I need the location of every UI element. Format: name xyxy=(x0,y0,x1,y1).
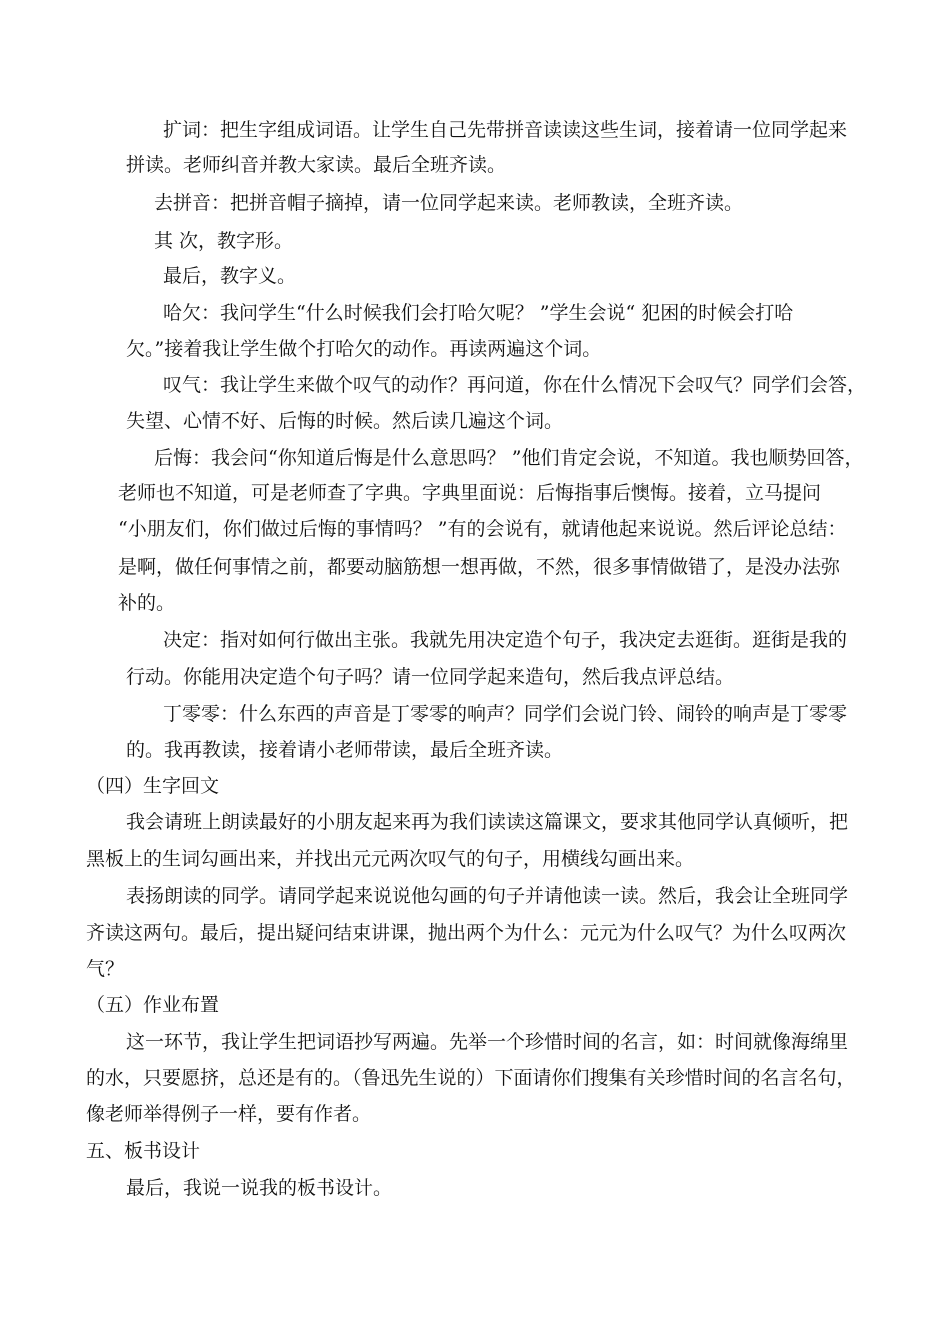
paragraph-3-line-0: 最后，教字义。 xyxy=(163,265,297,287)
paragraph-4-line-0: 哈欠：我问学生“什么时候我们会打哈欠呢？ ”学生会说“ 犯困的时候会打哈 xyxy=(163,302,794,324)
section-heading-4: （四）生字回文 xyxy=(86,775,220,797)
paragraph-0-line-1: 拼读。老师纠音并教大家读。最后全班齐读。 xyxy=(126,154,507,176)
paragraph-13-line-1: 的水，只要愿挤，总还是有的。（鲁迅先生说的）下面请你们搜集有关珍惜时间的名言名句， xyxy=(86,1067,856,1089)
paragraph-11-line-1: 齐读这两句。最后，提出疑问结束讲课，抛出两个为什么：元元为什么叹气？为什么叹两次 xyxy=(86,922,847,944)
paragraph-8-line-0: 丁零零：什么东西的声音是丁零零的响声？同学们会说门铃、闹铃的响声是丁零零 xyxy=(163,703,848,725)
paragraph-10-line-1: 黑板上的生词勾画出来，并找出元元两次叹气的句子，用横线勾画出来。 xyxy=(86,848,695,870)
paragraph-6-line-3: 是啊，做任何事情之前，都要动脑筋想一想再做，不然，很多事情做错了，是没办法弥 xyxy=(118,556,841,578)
paragraph-13-line-0: 这一环节，我让学生把词语抄写两遍。先举一个珍惜时间的名言，如：时间就像海绵里 xyxy=(126,1031,849,1053)
paragraph-11-line-0: 表扬朗读的同学。请同学起来说说他勾画的句子并请他读一读。然后，我会让全班同学 xyxy=(126,885,849,907)
section-heading-blackboard: 五、板书设计 xyxy=(86,1140,201,1162)
paragraph-4-line-1: 欠。”接着我让学生做个打哈欠的动作。再读两遍这个词。 xyxy=(126,338,602,360)
paragraph-11-line-2: 气？ xyxy=(86,958,125,980)
paragraph-6-line-1: 老师也不知道，可是老师查了字典。字典里面说：后悔指事后懊悔。接着，立马提问 xyxy=(118,482,822,504)
paragraph-7-line-1: 行动。你能用决定造个句子吗？请一位同学起来造句，然后我点评总结。 xyxy=(126,666,735,688)
section-heading-5: （五）作业布置 xyxy=(86,994,220,1016)
paragraph-1-line-0: 去拼音：把拼音帽子摘掉，请一位同学起来读。老师教读，全班齐读。 xyxy=(154,192,744,214)
paragraph-5-line-1: 失望、心情不好、后悔的时候。然后读几遍这个词。 xyxy=(126,410,564,432)
paragraph-0-line-0: 扩词：把生字组成词语。让学生自己先带拼音读读这些生词，接着请一位同学起来 xyxy=(163,119,848,141)
paragraph-15-line-0: 最后，我说一说我的板书设计。 xyxy=(126,1177,393,1199)
paragraph-10-line-0: 我会请班上朗读最好的小朋友起来再为我们读读这篇课文，要求其他同学认真倾听，把 xyxy=(126,811,849,833)
paragraph-8-line-1: 的。我再教读，接着请小老师带读，最后全班齐读。 xyxy=(126,739,564,761)
paragraph-7-line-0: 决定：指对如何行做出主张。我就先用决定造个句子，我决定去逛街。逛街是我的 xyxy=(163,629,848,651)
paragraph-6-line-0: 后悔：我会问“你知道后悔是什么意思吗？ ”他们肯定会说，不知道。我也顺势回答， xyxy=(154,447,864,469)
paragraph-5-line-0: 叹气：我让学生来做个叹气的动作？再问道，你在什么情况下会叹气？同学们会答， xyxy=(163,374,867,396)
paragraph-2-line-0: 其 次，教字形。 xyxy=(154,230,294,252)
paragraph-6-line-4: 补的。 xyxy=(118,592,176,614)
paragraph-6-line-2: “小朋友们，你们做过后悔的事情吗？ ”有的会说有，就请他起来说说。然后评论总结： xyxy=(118,518,847,540)
paragraph-13-line-2: 像老师举得例子一样，要有作者。 xyxy=(86,1103,372,1125)
